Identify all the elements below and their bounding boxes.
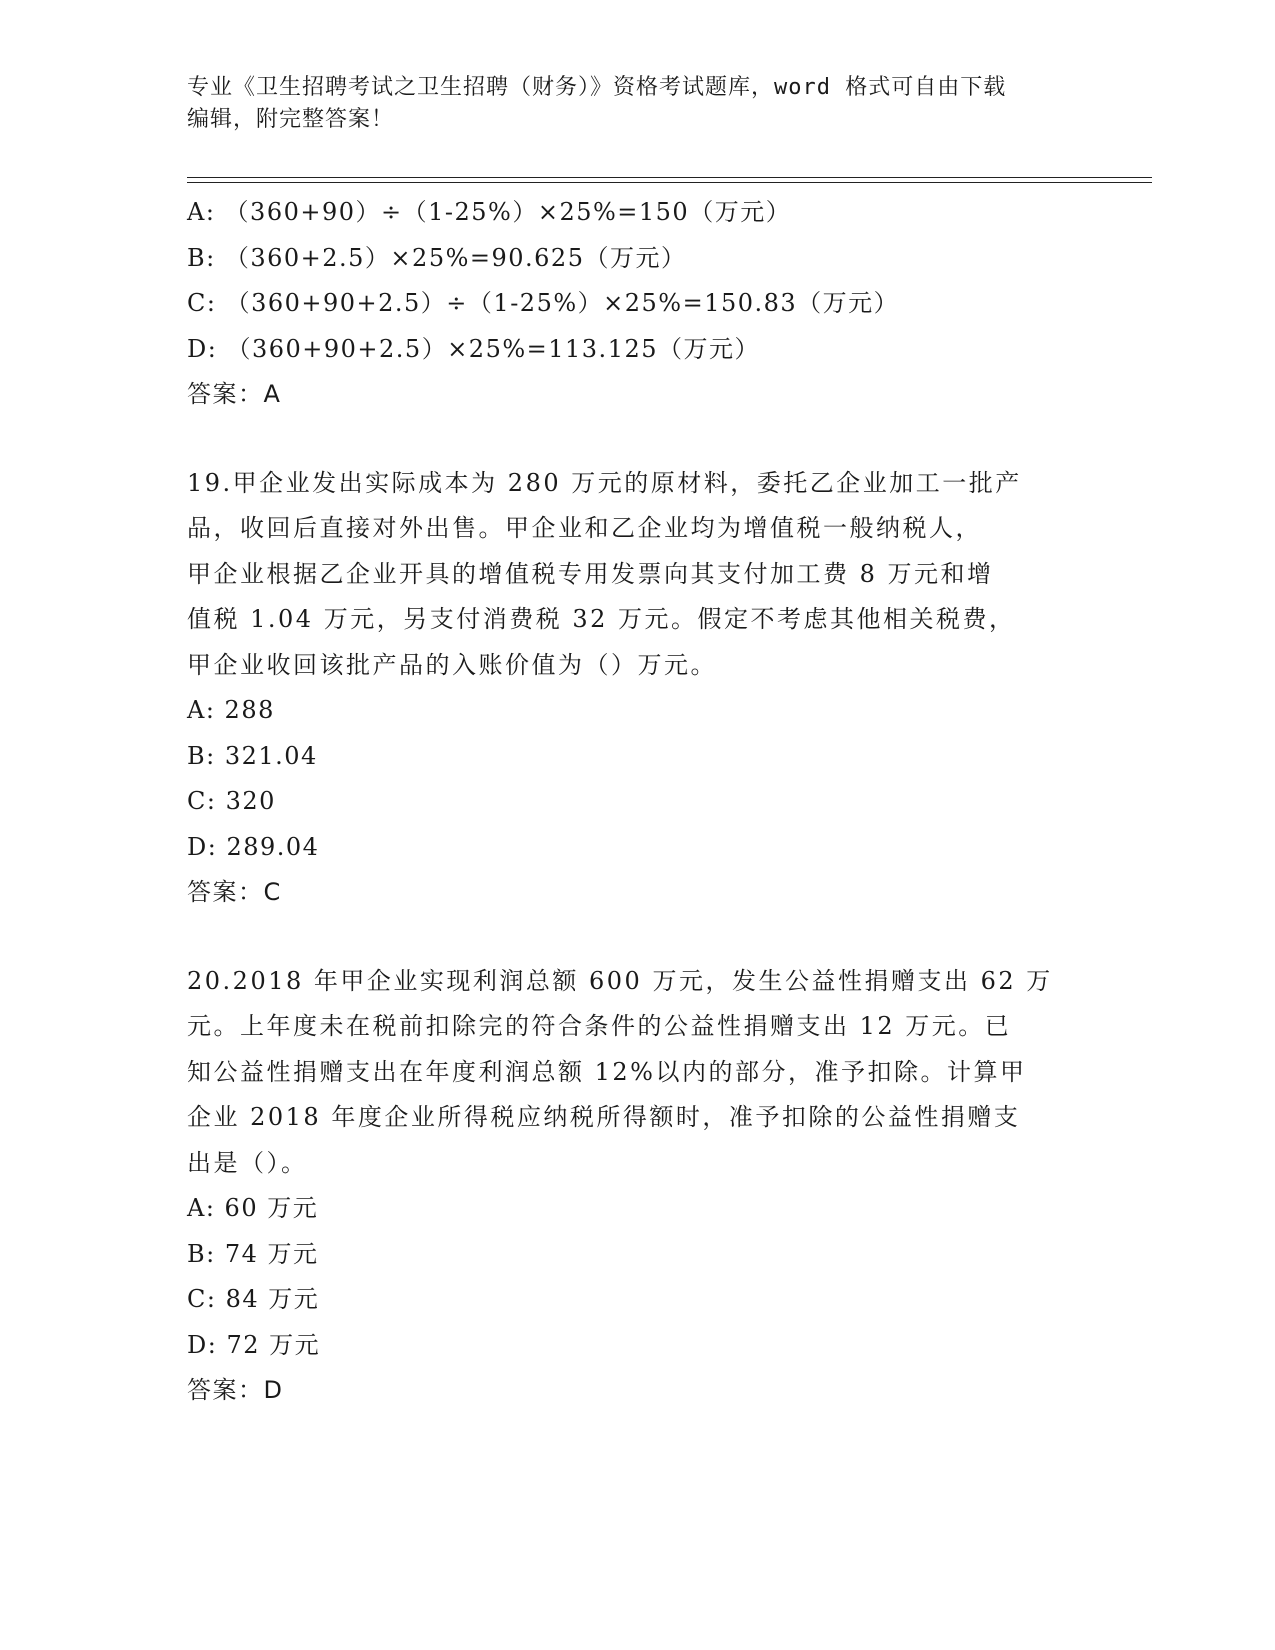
q20-stem-line-5: 出是（）。 <box>187 1148 308 1177</box>
header-divider-bottom <box>187 182 1152 183</box>
q18-option-c: C: （360+90+2.5）÷（1-25%）×25%=150.83（万元） <box>187 289 900 317</box>
q18-option-d: D: （360+90+2.5）×25%=113.125（万元） <box>187 334 760 363</box>
q19-option-b: B: 321.04 <box>187 741 318 770</box>
q20-answer: 答案：D <box>187 1376 284 1404</box>
header-line-1: 专业《卫生招聘考试之卫生招聘（财务）》资格考试题库，word 格式可自由下载 <box>187 75 1007 100</box>
q20-option-a: A: 60 万元 <box>187 1194 319 1222</box>
q20-stem-line-4: 企业 2018 年度企业所得税应纳税所得额时，准予扣除的公益性捐赠支 <box>187 1103 1021 1131</box>
document-header <box>187 72 1067 136</box>
question-19-block <box>187 461 1087 916</box>
q20-option-d: D: 72 万元 <box>187 1330 321 1359</box>
question-18-block <box>187 190 1087 418</box>
q19-stem-line-3: 甲企业根据乙企业开具的增值税专用发票向其支付加工费 8 万元和增 <box>187 559 994 588</box>
q19-option-a: A: 288 <box>187 696 275 724</box>
q20-option-b: B: 74 万元 <box>187 1239 319 1268</box>
q18-answer: 答案：A <box>187 380 282 408</box>
q20-stem-line-2: 元。上年度未在税前扣除完的符合条件的公益性捐赠支出 12 万元。已 <box>187 1012 1012 1040</box>
q19-stem-line-4: 值税 1.04 万元，另支付消费税 32 万元。假定不考虑其他相关税费， <box>187 605 1016 633</box>
q20-stem <box>187 959 1067 1187</box>
question-content <box>187 190 1087 1414</box>
q19-stem-line-1: 19.甲企业发出实际成本为 280 万元的原材料，委托乙企业加工一批产 <box>187 468 1022 497</box>
q20-option-c: C: 84 万元 <box>187 1285 320 1313</box>
q19-option-c: C: 320 <box>187 787 276 815</box>
q20-stem-line-3: 知公益性捐赠支出在年度利润总额 12%以内的部分，准予扣除。计算甲 <box>187 1057 1027 1086</box>
q19-stem <box>187 461 1067 689</box>
header-line-2: 编辑，附完整答案！ <box>187 107 395 132</box>
q19-stem-line-2: 品，收回后直接对外出售。甲企业和乙企业均为增值税一般纳税人， <box>187 514 982 542</box>
q18-option-a: A: （360+90）÷（1-25%）×25%=150（万元） <box>187 198 792 226</box>
spacer <box>187 916 1087 959</box>
q20-stem-line-1: 20.2018 年甲企业实现利润总额 600 万元，发生公益性捐赠支出 62 万 <box>187 966 1053 995</box>
q19-option-d: D: 289.04 <box>187 832 320 861</box>
question-20-block <box>187 959 1087 1414</box>
q19-stem-line-5: 甲企业收回该批产品的入账价值为（）万元。 <box>187 650 717 679</box>
spacer <box>187 418 1087 461</box>
header-divider-top <box>187 177 1152 178</box>
q18-option-b: B: （360+2.5）×25%=90.625（万元） <box>187 243 687 272</box>
q19-answer: 答案：C <box>187 878 282 906</box>
